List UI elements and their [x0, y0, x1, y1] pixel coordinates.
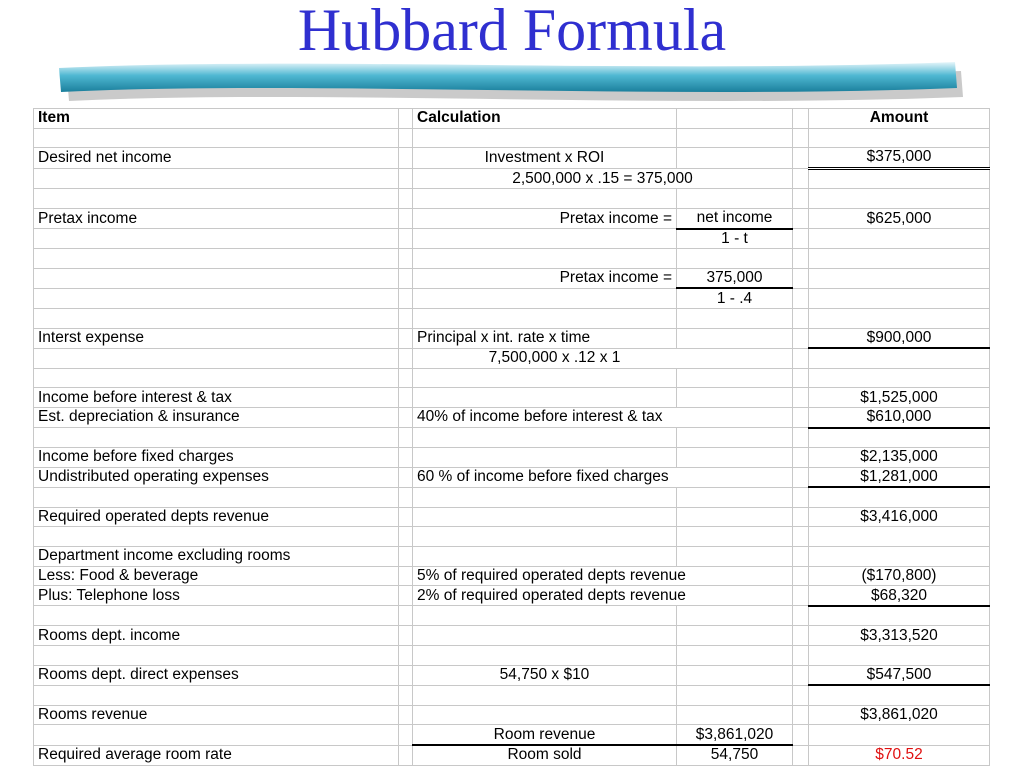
table-row	[34, 348, 990, 368]
calc-cell	[413, 249, 677, 269]
table-row	[34, 448, 990, 468]
item-cell: Department income excluding rooms	[34, 547, 399, 567]
spacer-cell	[399, 606, 413, 626]
amount-cell	[809, 368, 990, 388]
table-row	[34, 428, 990, 448]
calc-cell: Principal x int. rate x time	[413, 328, 677, 348]
calc-cell	[413, 507, 677, 527]
amount-cell: $375,000	[809, 148, 990, 169]
table-row	[34, 407, 990, 427]
fraction-cell	[677, 388, 793, 408]
amount-cell	[809, 527, 990, 547]
spacer-cell	[399, 168, 413, 189]
table-row	[34, 725, 990, 745]
spacer-cell	[399, 745, 413, 765]
fraction-cell	[677, 626, 793, 646]
amount-cell	[809, 229, 990, 249]
calc-cell	[413, 487, 677, 507]
calc-cell	[413, 448, 677, 468]
calc-cell: Room revenue	[413, 725, 677, 745]
item-cell	[34, 428, 399, 448]
amount-cell	[809, 487, 990, 507]
item-cell	[34, 368, 399, 388]
item-cell	[34, 288, 399, 308]
header-item: Item	[34, 109, 399, 129]
fraction-cell	[677, 368, 793, 388]
table-row	[34, 646, 990, 666]
spacer-cell	[399, 189, 413, 209]
calc-cell	[413, 189, 677, 209]
item-cell: Income before fixed charges	[34, 448, 399, 468]
table-row	[34, 665, 990, 685]
spacer-cell	[793, 705, 809, 725]
amount-cell	[809, 128, 990, 148]
amount-cell	[809, 685, 990, 705]
fraction-cell	[677, 487, 793, 507]
calc-cell: 2,500,000 x .15 = 375,000	[413, 168, 793, 189]
spacer-cell	[399, 487, 413, 507]
spacer-cell	[399, 547, 413, 567]
spacer-cell	[793, 148, 809, 169]
amount-cell: $1,525,000	[809, 388, 990, 408]
spacer-cell	[793, 328, 809, 348]
spacer-cell	[793, 448, 809, 468]
amount-cell: $68,320	[809, 586, 990, 606]
item-cell	[34, 128, 399, 148]
spacer-cell	[793, 507, 809, 527]
item-cell	[34, 606, 399, 626]
fraction-denominator: 1 - .4	[677, 288, 793, 308]
calc-cell	[413, 128, 677, 148]
spacer-cell	[399, 685, 413, 705]
amount-cell: $3,313,520	[809, 626, 990, 646]
spacer-cell	[793, 249, 809, 269]
fraction-cell	[677, 665, 793, 685]
calc-cell: 5% of required operated depts revenue	[413, 566, 793, 586]
item-cell	[34, 168, 399, 189]
fraction-cell	[677, 646, 793, 666]
item-cell: Desired net income	[34, 148, 399, 169]
spacer-cell	[793, 428, 809, 448]
amount-cell	[809, 547, 990, 567]
amount-cell: ($170,800)	[809, 566, 990, 586]
spacer-cell	[399, 208, 413, 228]
item-cell	[34, 527, 399, 547]
calc-cell	[413, 288, 677, 308]
spacer-cell	[793, 527, 809, 547]
amount-cell: $3,861,020	[809, 705, 990, 725]
header-blank	[677, 109, 793, 129]
spacer-cell	[793, 208, 809, 228]
item-cell: Pretax income	[34, 208, 399, 228]
calc-cell	[413, 368, 677, 388]
calc-cell	[413, 606, 677, 626]
table-row	[34, 249, 990, 269]
spacer-cell	[793, 128, 809, 148]
spacer-cell	[399, 448, 413, 468]
spacer-cell	[793, 467, 809, 487]
spacer-cell	[399, 566, 413, 586]
spacer-cell	[793, 348, 809, 368]
spacer-cell	[793, 168, 809, 189]
item-cell: Required operated depts revenue	[34, 507, 399, 527]
item-cell	[34, 487, 399, 507]
table-row	[34, 208, 990, 228]
spacer-cell	[399, 268, 413, 288]
item-cell: Rooms dept. direct expenses	[34, 665, 399, 685]
title-underline-banner	[55, 54, 965, 104]
slide-title: Hubbard Formula	[297, 0, 727, 63]
table-row	[34, 467, 990, 487]
item-cell: Undistributed operating expenses	[34, 467, 399, 487]
spacer-cell	[399, 527, 413, 547]
amount-cell	[809, 606, 990, 626]
calc-cell: 40% of income before interest & tax	[413, 407, 793, 427]
item-cell	[34, 725, 399, 745]
spacer-cell	[793, 268, 809, 288]
spacer-cell	[399, 249, 413, 269]
table-row	[34, 705, 990, 725]
spacer-cell	[399, 586, 413, 606]
item-cell: Interst expense	[34, 328, 399, 348]
amount-cell	[809, 348, 990, 368]
spacer-cell	[793, 665, 809, 685]
spacer-cell	[793, 745, 809, 765]
amount-cell	[809, 725, 990, 745]
spacer-cell	[399, 348, 413, 368]
item-cell: Required average room rate	[34, 745, 399, 765]
table-row	[34, 507, 990, 527]
calc-cell	[413, 685, 677, 705]
spacer-cell	[793, 288, 809, 308]
spacer-cell	[399, 229, 413, 249]
spacer-cell	[793, 407, 809, 427]
fraction-cell	[677, 148, 793, 169]
spacer-cell	[793, 229, 809, 249]
item-cell: Less: Food & beverage	[34, 566, 399, 586]
item-cell	[34, 308, 399, 328]
table-row	[34, 527, 990, 547]
calc-cell: Room sold	[413, 745, 677, 765]
spacer-cell	[793, 109, 809, 129]
fraction-cell	[677, 128, 793, 148]
calc-cell: 2% of required operated depts revenue	[413, 586, 793, 606]
table-row	[34, 148, 990, 169]
spacer-cell	[399, 368, 413, 388]
table-row	[34, 168, 990, 189]
table-row	[34, 547, 990, 567]
item-cell: Plus: Telephone loss	[34, 586, 399, 606]
amount-cell	[809, 646, 990, 666]
fraction-numerator: $3,861,020	[677, 725, 793, 745]
item-cell	[34, 646, 399, 666]
table-row	[34, 685, 990, 705]
amount-cell	[809, 428, 990, 448]
fraction-cell	[677, 428, 793, 448]
header-calculation: Calculation	[413, 109, 677, 129]
spacer-cell	[399, 407, 413, 427]
fraction-cell	[677, 249, 793, 269]
table-row	[34, 268, 990, 288]
fraction-cell	[677, 705, 793, 725]
item-cell	[34, 268, 399, 288]
calc-cell	[413, 308, 677, 328]
calc-cell	[413, 547, 677, 567]
header-row	[34, 109, 990, 129]
spacer-cell	[793, 487, 809, 507]
calc-cell: Pretax income =	[413, 268, 677, 288]
spacer-cell	[399, 388, 413, 408]
spacer-cell	[399, 665, 413, 685]
fraction-cell	[677, 547, 793, 567]
item-cell: Est. depreciation & insurance	[34, 407, 399, 427]
table-row	[34, 586, 990, 606]
item-cell	[34, 229, 399, 249]
table-row	[34, 128, 990, 148]
amount-cell: $610,000	[809, 407, 990, 427]
fraction-numerator: 375,000	[677, 268, 793, 288]
calc-cell	[413, 229, 677, 249]
spacer-cell	[399, 725, 413, 745]
fraction-cell	[677, 189, 793, 209]
spacer-cell	[399, 705, 413, 725]
table-row	[34, 288, 990, 308]
item-cell: Rooms dept. income	[34, 626, 399, 646]
amount-cell: $3,416,000	[809, 507, 990, 527]
fraction-cell	[677, 308, 793, 328]
table-row	[34, 308, 990, 328]
amount-cell	[809, 168, 990, 189]
fraction-cell	[677, 507, 793, 527]
spacer-cell	[399, 148, 413, 169]
fraction-cell	[677, 448, 793, 468]
spacer-cell	[399, 428, 413, 448]
table-row	[34, 487, 990, 507]
calc-cell	[413, 646, 677, 666]
calc-cell: 7,500,000 x .12 x 1	[413, 348, 793, 368]
item-cell	[34, 189, 399, 209]
amount-cell: $547,500	[809, 665, 990, 685]
amount-cell	[809, 189, 990, 209]
fraction-denominator: 54,750	[677, 745, 793, 765]
table-row	[34, 606, 990, 626]
amount-cell	[809, 249, 990, 269]
fraction-cell	[677, 328, 793, 348]
fraction-numerator: net income	[677, 208, 793, 228]
amount-cell: $2,135,000	[809, 448, 990, 468]
calc-cell	[413, 705, 677, 725]
amount-cell	[809, 308, 990, 328]
table-row	[34, 229, 990, 249]
fraction-denominator: 1 - t	[677, 229, 793, 249]
spacer-cell	[793, 685, 809, 705]
header-amount: Amount	[809, 109, 990, 129]
table-row	[34, 566, 990, 586]
calc-cell: Investment x ROI	[413, 148, 677, 169]
fraction-cell	[677, 685, 793, 705]
spacer-cell	[399, 646, 413, 666]
spacer-cell	[793, 368, 809, 388]
calc-cell: 54,750 x $10	[413, 665, 677, 685]
spacer-cell	[793, 725, 809, 745]
table-row	[34, 388, 990, 408]
table-row	[34, 368, 990, 388]
spacer-cell	[793, 586, 809, 606]
calc-cell	[413, 527, 677, 547]
table-row	[34, 189, 990, 209]
spacer-cell	[399, 128, 413, 148]
spacer-cell	[399, 109, 413, 129]
spacer-cell	[793, 189, 809, 209]
item-cell	[34, 348, 399, 368]
spacer-cell	[793, 566, 809, 586]
spacer-cell	[793, 646, 809, 666]
room-rate-result: $70.52	[809, 745, 990, 765]
calc-cell: Pretax income =	[413, 208, 677, 228]
spacer-cell	[793, 547, 809, 567]
table-row	[34, 626, 990, 646]
fraction-cell	[677, 606, 793, 626]
calc-cell	[413, 428, 677, 448]
calc-cell: 60 % of income before fixed charges	[413, 467, 793, 487]
table-row	[34, 328, 990, 348]
amount-cell	[809, 268, 990, 288]
amount-cell: $900,000	[809, 328, 990, 348]
spacer-cell	[793, 308, 809, 328]
amount-cell	[809, 288, 990, 308]
spacer-cell	[399, 328, 413, 348]
spacer-cell	[793, 606, 809, 626]
spacer-cell	[399, 626, 413, 646]
amount-cell: $625,000	[809, 208, 990, 228]
spacer-cell	[399, 507, 413, 527]
item-cell	[34, 249, 399, 269]
calc-cell	[413, 388, 677, 408]
spacer-cell	[399, 308, 413, 328]
spacer-cell	[793, 388, 809, 408]
amount-cell: $1,281,000	[809, 467, 990, 487]
spacer-cell	[399, 467, 413, 487]
fraction-cell	[677, 527, 793, 547]
calc-cell	[413, 626, 677, 646]
spacer-cell	[793, 626, 809, 646]
item-cell	[34, 685, 399, 705]
item-cell: Rooms revenue	[34, 705, 399, 725]
table-row	[34, 745, 990, 765]
item-cell: Income before interest & tax	[34, 388, 399, 408]
spacer-cell	[399, 288, 413, 308]
hubbard-formula-table	[33, 108, 990, 766]
